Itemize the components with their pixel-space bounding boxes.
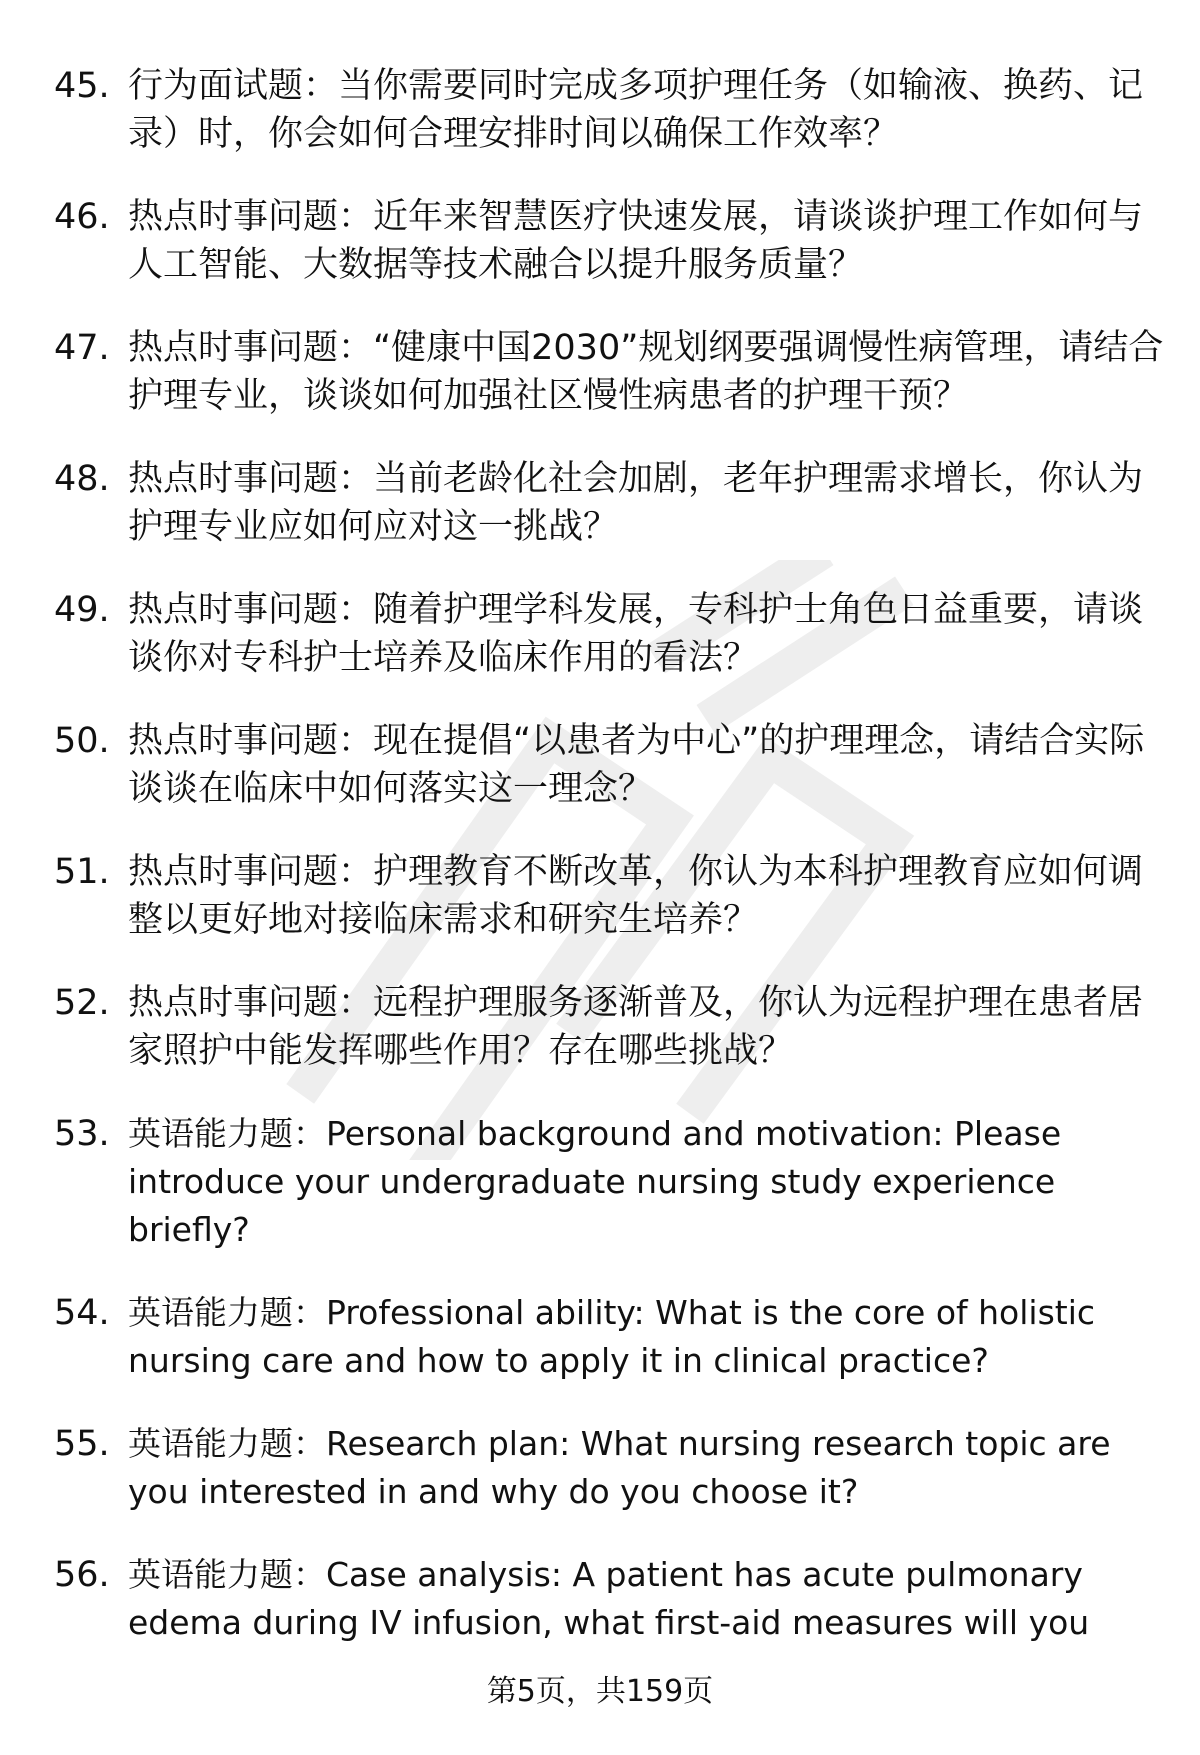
question-number: 47. <box>54 328 110 368</box>
question-text: 英语能力题：Research plan: What nursing research topic are you interested in and why do you choose it? <box>128 1424 1111 1511</box>
question-text: 热点时事问题：近年来智慧医疗快速发展，请谈谈护理工作如何与人工智能、大数据等技术融合以提升服务质量？ <box>128 197 1144 285</box>
question-number: 53. <box>54 1114 110 1154</box>
question-text: 英语能力题：Case analysis: A patient has acute pulmonary edema during IV infusion, what first-aid measures will you <box>128 1555 1090 1642</box>
question-text: 热点时事问题：当前老龄化社会加剧，老年护理需求增长，你认为护理专业应如何应对这一挑战？ <box>128 459 1144 547</box>
page-footer: 第5页，共159页 <box>486 1674 714 1709</box>
question-text: 热点时事问题：随着护理学科发展，专科护士角色日益重要，请谈谈你对专科护士培养及临床作用的看法？ <box>128 590 1144 678</box>
question-number: 55. <box>54 1424 110 1464</box>
question-text: 英语能力题：Personal background and motivation: Please introduce your undergraduate nursing study experience briefly? <box>128 1114 1062 1249</box>
question-item-47 <box>54 324 1164 420</box>
question-number: 56. <box>54 1555 110 1595</box>
question-text: 英语能力题：Professional ability: What is the core of holistic nursing care and how to apply it in clinical practice? <box>128 1293 1096 1380</box>
question-item-54 <box>54 1289 1164 1385</box>
question-item-45 <box>54 62 1164 158</box>
question-list <box>54 62 1164 1647</box>
question-number: 54. <box>54 1293 110 1333</box>
question-number: 50. <box>54 721 110 761</box>
question-number: 51. <box>54 852 110 892</box>
question-item-49 <box>54 586 1164 682</box>
question-item-52 <box>54 979 1164 1075</box>
question-text: 热点时事问题：护理教育不断改革，你认为本科护理教育应如何调整以更好地对接临床需求和研究生培养？ <box>128 852 1144 940</box>
question-number: 45. <box>54 66 110 106</box>
question-text: 热点时事问题：远程护理服务逐渐普及，你认为远程护理在患者居家照护中能发挥哪些作用？存在哪些挑战？ <box>128 983 1144 1071</box>
question-item-51 <box>54 848 1164 944</box>
question-number: 46. <box>54 197 110 237</box>
question-item-53 <box>54 1110 1164 1254</box>
question-text: 热点时事问题：“健康中国2030”规划纲要强调慢性病管理，请结合护理专业，谈谈如何加强社区慢性病患者的护理干预？ <box>128 328 1164 416</box>
question-number: 52. <box>54 983 110 1023</box>
question-item-48 <box>54 455 1164 551</box>
question-item-50 <box>54 717 1164 813</box>
question-item-46 <box>54 193 1164 289</box>
question-number: 48. <box>54 459 110 499</box>
question-item-56 <box>54 1551 1164 1647</box>
question-number: 49. <box>54 590 110 630</box>
question-text: 热点时事问题：现在提倡“以患者为中心”的护理理念，请结合实际谈谈在临床中如何落实这一理念？ <box>128 721 1145 809</box>
question-item-55 <box>54 1420 1164 1516</box>
question-text: 行为面试题：当你需要同时完成多项护理任务（如输液、换药、记录）时，你会如何合理安排时间以确保工作效率？ <box>128 66 1144 154</box>
